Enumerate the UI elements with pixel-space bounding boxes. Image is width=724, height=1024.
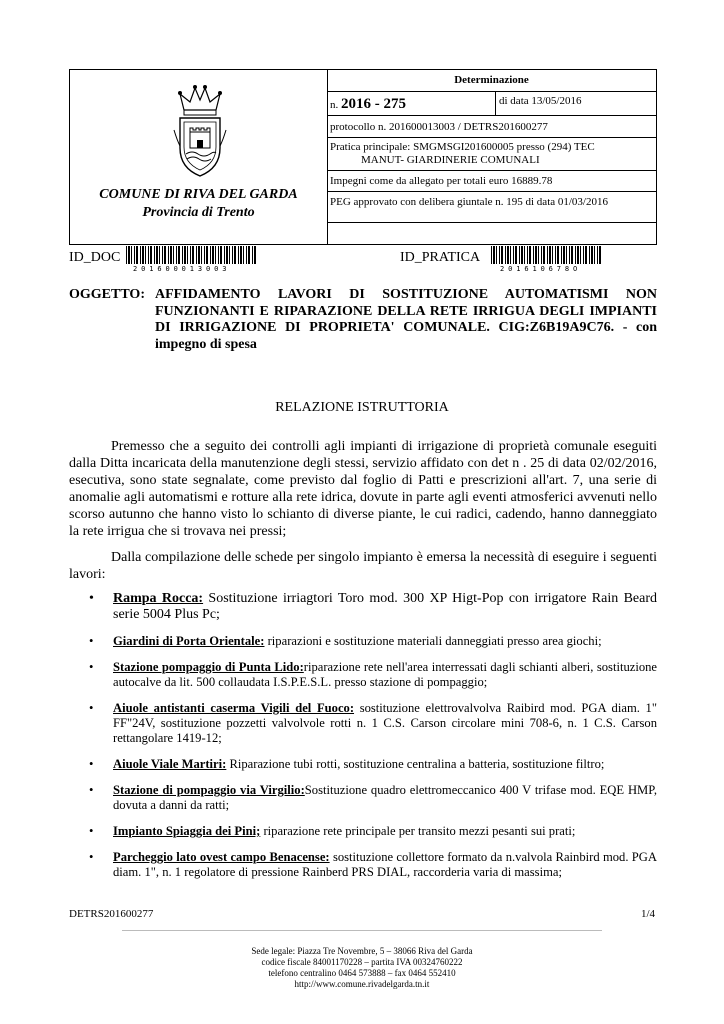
comune-name: COMUNE DI RIVA DEL GARDA — [99, 187, 298, 202]
determinazione-number: 2016 - 275 — [341, 96, 406, 112]
id-doc-barcode — [126, 246, 256, 264]
determinazione-label: Determinazione — [454, 74, 529, 86]
header-right-cell — [327, 70, 656, 244]
protocollo-row — [327, 116, 656, 138]
list-item-head: Aiuole Viale Martiri: — [113, 757, 227, 771]
id-pratica-label: ID_PRATICA — [400, 250, 481, 265]
peg-row — [327, 192, 656, 223]
numero-prefix: n. — [330, 99, 339, 111]
peg-text: PEG approvato con delibera giuntale n. 195 di data 01/03/2016 — [330, 196, 608, 208]
list-item-text: riparazione rete nell'area interressati dagli schianti alberi, sostituzione autocalve da lit. 500 collaudata I.S.P.E.S.L. presso stazione di pompaggio; — [113, 660, 658, 689]
impegni-row — [327, 171, 656, 192]
list-item-head: Stazione pompaggio di Punta Lido: — [113, 660, 304, 674]
determinazione-row — [327, 70, 656, 92]
coat-of-arms-icon — [172, 80, 228, 180]
list-item-text: Riparazione tubi rotti, sostituzione centralina a batteria, sostituzione filtro; — [226, 757, 605, 771]
list-item: • Parcheggio lato ovest campo Benacense: sostituzione collettore formato da n.valvola Rainbird mod. PGA diam. 1", n. 1 regolatore di pressione Rainberd PRS DIAL, raccorderia varia di massima; — [89, 850, 657, 879]
footer-divider — [122, 930, 602, 931]
list-item: • Giardini di Porta Orientale: riparazioni e sostituzione materiali danneggiati presso area giochi; — [89, 634, 602, 648]
legal-phone: telefono centralino 0464 573888 – fax 0464 552410 — [268, 968, 456, 978]
paragraph-compilazione: Dalla compilazione delle schede per singolo impianto è emersa la necessità di eseguire i seguenti lavori: — [69, 550, 657, 582]
provincia-name: Provincia di Trento — [142, 205, 255, 220]
footer-document-code: DETRS201600277 — [69, 908, 154, 920]
pratica-line1: Pratica principale: SMGMSGI201600005 presso (294) TEC — [330, 141, 595, 153]
list-item-head: Rampa Rocca: — [113, 591, 204, 606]
list-item: • Rampa Rocca: Sostituzione irriagtori Toro mod. 300 XP Higt-Pop con irrigatore Rain Beard serie 5004 Plus Pc; — [89, 591, 657, 622]
id-pratica-number: 201610678O — [500, 265, 582, 273]
list-item: • Stazione di pompaggio via Virgilio:Sostituzione quadro elettromeccanico 400 V trifase mod. EQE HMP, dovuta a danni da ratti; — [89, 783, 657, 812]
pratica-row — [327, 138, 656, 171]
list-item-head: Aiuole antistanti caserma Vigili del Fuoco: — [113, 701, 355, 715]
list-item-text: sostituzione elettrovalvolva Raibird mod. PGA diam. 1" FF"24V, sostituzione pozzetti valvolvole rotti n. 1 C.S. Carson circolare mini 708-6, n. 1 C.S. Carson rettangolare 1419-12; — [113, 701, 657, 745]
list-item: • Stazione pompaggio di Punta Lido:riparazione rete nell'area interressati dagli schianti alberi, sostituzione autocalve da lit. 500 collaudata I.S.P.E.S.L. presso stazione di pompaggio; — [89, 660, 658, 689]
oggetto-text: AFFIDAMENTO LAVORI DI SOSTITUZIONE AUTOMATISMI NON FUNZIONANTI E RIPARAZIONE DELLA RETE IRRIGUA DEGLI IMPIANTI DI IRRIGAZIONE DI PROPRIETA' COMUNALE. CIG:Z6B19A9C76. - con impegno di spesa — [155, 287, 657, 352]
id-doc-number: 201600013003 — [133, 265, 231, 273]
list-item: • Impianto Spiaggia dei Pini; riparazione rete principale per transito mezzi pesanti sui prati; — [89, 824, 576, 838]
list-item: • Aiuole antistanti caserma Vigili del Fuoco: sostituzione elettrovalvolva Raibird mod. PGA diam. 1" FF"24V, sostituzione pozzetti valvolvole rotti n. 1 C.S. Carson circolare mini 708-6, n. 1 C.S. Carson rettangolare 1419-12; — [89, 701, 657, 745]
list-item-text: Sostituzione quadro elettromeccanico 400 V trifase mod. EQE HMP, dovuta a danni da ratti; — [113, 783, 657, 812]
header-left-cell — [70, 70, 328, 244]
list-item-head: Parcheggio lato ovest campo Benacense: — [113, 850, 330, 864]
numero-cell — [330, 96, 406, 113]
section-title: RELAZIONE ISTRUTTORIA — [275, 400, 449, 415]
oggetto-label: OGGETTO: — [69, 287, 145, 302]
list-item-text: riparazione rete principale per transito mezzi pesanti sui prati; — [260, 824, 576, 838]
impegni-text: Impegni come da allegato per totali euro 16889.78 — [330, 175, 553, 187]
pratica-line2: MANUT- GIARDINERIE COMUNALI — [361, 154, 540, 166]
numero-divider — [495, 92, 496, 115]
list-item-head: Giardini di Porta Orientale: — [113, 634, 265, 648]
legal-address: Sede legale: Piazza Tre Novembre, 5 – 38066 Riva del Garda — [251, 946, 473, 956]
list-item-text: Sostituzione irriagtori Toro mod. 300 XP Higt-Pop con irrigatore Rain Beard serie 5004 Plus Pc; — [113, 591, 657, 622]
header-table — [69, 69, 657, 245]
footer-page-number: 1/4 — [640, 908, 655, 920]
determinazione-date: di data 13/05/2016 — [499, 95, 582, 107]
paragraph-premesso: Premesso che a seguito dei controlli agli impianti di irrigazione di proprietà comunale eseguiti dalla Ditta incaricata della manutenzione degli stessi, servizio affidato con det n . 25 di data 02/02/2016, esecutiva, sono state segnalate, come previsto dal foglio di Patti e prescrizioni all'art. 7, una serie di anomalie agli automatismi e rotture alla rete idrica, dovute in parte agli eventi atmosferici avvenuti nello scorso autunno che hanno visto lo schianto di diverse piante, le cui radici, cadendo, hanno danneggiato la rete irrigua che si trovava nei pressi; — [69, 439, 657, 539]
list-item-head: Impianto Spiaggia dei Pini; — [113, 824, 261, 838]
list-item-text: riparazioni e sostituzione materiali danneggiati presso area giochi; — [264, 634, 602, 648]
list-item-text: sostituzione collettore formato da n.valvola Rainbird mod. PGA diam. 1", n. 1 regolatore di pressione Rainberd PRS DIAL, raccorderia varia di massima; — [113, 850, 657, 879]
numero-row — [327, 92, 656, 116]
works-list — [69, 591, 657, 891]
list-item: • Aiuole Viale Martiri: Riparazione tubi rotti, sostituzione centralina a batteria, sostituzione filtro; — [89, 757, 605, 771]
list-item-head: Stazione di pompaggio via Virgilio: — [113, 783, 305, 797]
id-doc-label: ID_DOC — [69, 250, 121, 265]
id-pratica-barcode — [491, 246, 601, 264]
legal-fiscal-code: codice fiscale 84001170228 – partita IVA 00324760222 — [261, 957, 463, 967]
protocollo-text: protocollo n. 201600013003 / DETRS201600277 — [330, 121, 548, 133]
legal-website[interactable]: http://www.comune.rivadelgarda.tn.it — [294, 979, 430, 989]
